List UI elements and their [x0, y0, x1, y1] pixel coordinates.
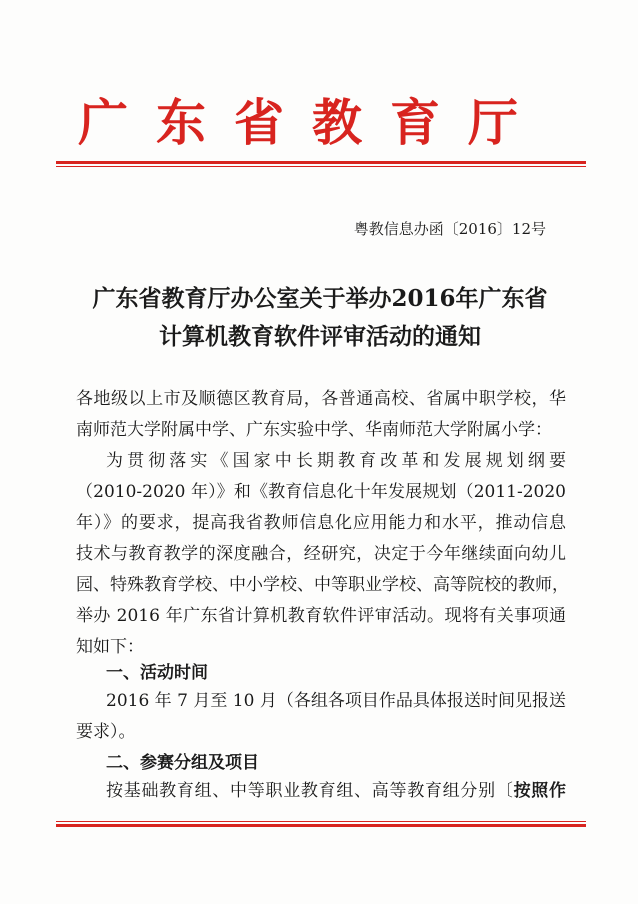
addressee-line-2: 南师范大学附属中学、广东实验中学、华南师范大学附属小学：: [76, 420, 552, 440]
body-line-3: 年）》的要求，提高我省教师信息化应用能力和水平，推动信息: [76, 513, 566, 533]
section-heading-groups-and-items: 二、参赛分组及项目: [106, 753, 259, 773]
body-line-4: 技术与教育教学的深度融合，经研究，决定于今年继续面向幼儿: [76, 544, 566, 564]
section-heading-activity-time: 一、活动时间: [106, 663, 208, 683]
body-line-2: （2010-2020 年）》和《教育信息化十年发展规划（2011-2020: [76, 482, 566, 502]
addressee-line-1: 各地级以上市及顺德区教育局，各普通高校、省属中职学校，华: [76, 389, 566, 409]
body-line-7: 知如下：: [76, 637, 144, 657]
body-line-6: 举办 2016 年广东省计算机教育软件评审活动。现将有关事项通: [76, 606, 566, 626]
header-red-rule-thin: [56, 166, 586, 167]
section2-line-1-text: 按基础教育组、中等职业教育组、高等教育组分别〔: [106, 781, 514, 801]
footer-red-rule-thick: [56, 824, 586, 827]
issuer-header: 广东省教育厅: [78, 93, 546, 152]
body-line-5: 园、特殊教育学校、中小学校、中等职业学校、高等院校的教师，: [76, 575, 569, 595]
document-number: 粤教信息办函〔2016〕12号: [353, 220, 546, 238]
header-red-rule-thick: [56, 161, 586, 164]
document-title-line-2: 计算机教育软件评审活动的通知: [159, 323, 481, 350]
section1-line-1: 2016 年 7 月至 10 月（各组各项目作品具体报送时间见报送: [106, 691, 566, 711]
body-line-1: 为贯彻落实《国家中长期教育改革和发展规划纲要: [106, 451, 566, 471]
footer-red-rule-thin: [56, 821, 586, 822]
section1-line-2: 要求）。: [76, 722, 136, 742]
section2-line-1: [106, 776, 566, 807]
section2-line-1-bold-text: 按照作: [513, 781, 567, 801]
document-title-line-1: 广东省教育厅办公室关于举办2016年广东省: [92, 285, 548, 312]
